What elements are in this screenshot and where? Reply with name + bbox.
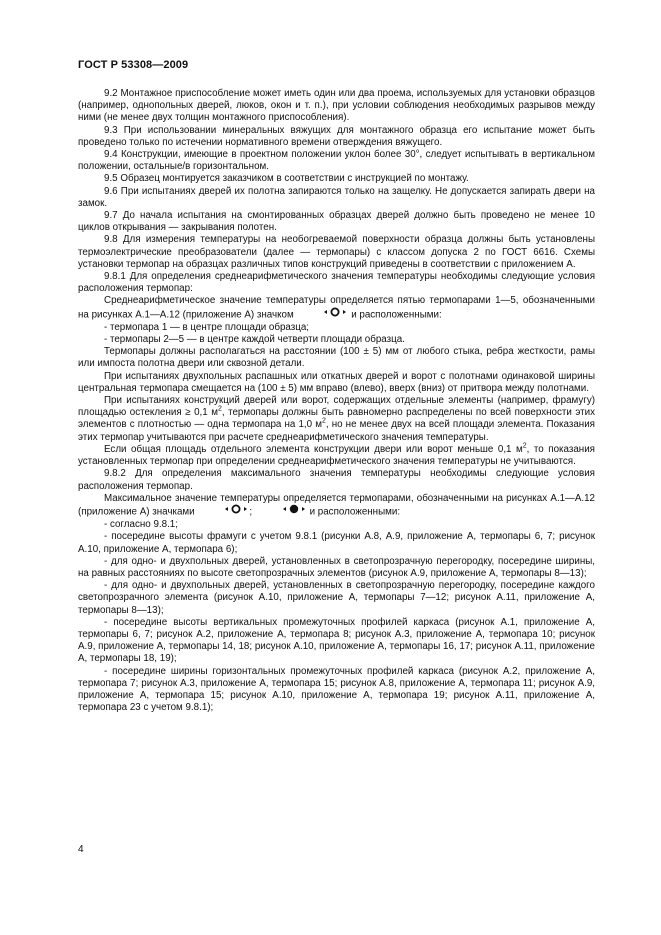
small-area-text-a: Если общая площадь отдельного элемента конструкции двери или ворот меньше 0,1 м	[104, 443, 523, 455]
avg-definition-text: Среднеарифметическое значение температуры определяется пятью термопарами 1—5, обозначенными на рисунках А.1—А.12 (приложение А) значком	[78, 295, 595, 321]
avg-item-1: - термопара 1 — в центре площади образца;	[104, 321, 310, 333]
paragraph-9-2: 9.2 Монтажное приспособление может иметь один или два проема, используемых для установки образцов (например, однопольных дверей, люков, окон и т. п.), при условии соблюдения необходимых разрывов между ними (не менее двух толщин монтажного приспособления).	[78, 88, 595, 124]
avg-paragraph-double-doors: При испытаниях двухпольных распашных или откатных дверей и ворот с полотнами одинаковой ширины центральная термопара смещается на (100 ± 5) мм вправо (влево), вверх (вниз) от притвора между полотнами.	[78, 370, 595, 394]
symbol-separator: ;	[249, 506, 253, 518]
superscript-2c: 2	[522, 442, 527, 450]
avg-paragraph-glazing	[78, 395, 595, 444]
small-area-text-b: , то показания установленных термопар при определении среднеарифметического значения температуры не учитываются.	[78, 443, 595, 468]
avg-paragraph-small-area	[78, 444, 595, 468]
superscript-2b: 2	[321, 418, 326, 426]
page-number: 4	[78, 844, 84, 855]
max-item-5: - посередине высоты вертикальных промежуточных профилей каркаса (рисунок А.1, приложение А, термопары 6, 7; рисунок А.2, приложение А, термопара 8; рисунок А.3, приложение А, термопара 10; рисунок А.9, приложение А, термопары 14, 18; рисунок А.10, приложение А, термопары 16, 17; рисунок А.11, приложение А, термопары 18, 19);	[78, 616, 595, 665]
filled-circle-thermocouple-icon	[256, 504, 306, 518]
open-circle-thermocouple-icon	[297, 307, 347, 321]
max-definition	[78, 493, 595, 519]
paragraph-9-8-2: 9.8.2 Для определения максимального значения температуры необходимы следующие условия расположения термопар.	[78, 468, 595, 492]
open-circle-thermocouple-icon	[198, 504, 248, 518]
avg-definition-tail: и расположенными:	[351, 309, 442, 321]
glazing-text-a: При испытаниях конструкций дверей или ворот, содержащих отдельные элементы (например, фрамугу) площадью остекления ≥ 0,1 м	[78, 395, 595, 419]
paragraph-9-8-1: 9.8.1 Для определения среднеарифметического значения температуры необходимы следующие условия расположения термопар:	[78, 271, 595, 295]
avg-definition	[78, 295, 595, 321]
max-item-1: - согласно 9.8.1;	[104, 519, 178, 531]
glazing-text-b: , термопары должны быть равномерно распределены по всей поверхности этих элементов с плотностью — одна термопара на 1,0 м	[78, 407, 595, 431]
standard-header: ГОСТ Р 53308—2009	[78, 59, 189, 71]
paragraph-9-4: 9.4 Конструкции, имеющие в проектном положении уклон более 30°, следует испытывать в вертикальном положении, остальные/в горизонтальном.	[78, 149, 595, 173]
max-definition-tail: и расположенными:	[309, 506, 401, 518]
paragraph-9-5: 9.5 Образец монтируется заказчиком в соответствии с инструкцией по монтажу.	[104, 173, 469, 185]
max-definition-text: Максимальное значение температуры определяется термопарами, обозначенными на рисунках А.1—А.12 (приложение А) значками	[78, 492, 595, 518]
paragraph-9-6: 9.6 При испытаниях дверей их полотна запираются только на защелку. Не допускается запирать двери на замок.	[78, 185, 595, 209]
paragraph-9-3: 9.3 При использовании минеральных вяжущих для монтажного образца его испытание может быть проведено только по истечении нормативного времени отверждения вяжущего.	[78, 124, 595, 148]
document-body	[78, 88, 595, 714]
avg-paragraph-distance: Термопары должны располагаться на расстоянии (100 ± 5) мм от любого стыка, ребра жесткости, рамы или импоста полотна двери или сквозной детали.	[78, 346, 595, 370]
paragraph-9-7: 9.7 До начала испытания на смонтированных образцах дверей должно быть проведено не менее 10 циклов открывания — закрывания полотен.	[78, 210, 595, 234]
paragraph-9-8: 9.8 Для измерения температуры на необогреваемой поверхности образца должны быть установлены термоэлектрические преобразователи (далее — термопары) с классом допуска 2 по ГОСТ 6616. Схемы установки термопар на образцах различных типов конструкций приведены в соответствии с приложением А.	[78, 234, 595, 270]
max-item-6: - посередине ширины горизонтальных промежуточных профилей каркаса (рисунок А.2, приложение А, термопара 7; рисунок А.3, приложение А, термопара 15; рисунок А.8, приложение А, термопара 11; рисунок А.9, приложение А, термопара 15; рисунок А.10, приложение А, термопара 19; рисунок А.11, приложение А, термопара 23 с учетом 9.8.1);	[78, 665, 595, 714]
max-item-4: - для одно- и двухпольных дверей, установленных в светопрозрачную перегородку, посередине каждого светопрозрачного элемента (рисунок А.10, приложение А, термопары 7—12; рисунок А.11, приложение А, термопары 8—13);	[78, 580, 595, 616]
max-item-3: - для одно- и двухпольных дверей, установленных в светопрозрачную перегородку, посередине ширины, на равных расстояниях по высоте светопрозрачных элементов (рисунок А.9, приложение А, термопары 8—13);	[78, 555, 595, 579]
glazing-text-c: , но не менее двух на всей площади элемента. Показания этих термопар учитываются при расчете среднеарифметического значения температуры.	[78, 419, 595, 443]
avg-item-2: - термопары 2—5 — в центре каждой четверти площади образца.	[104, 334, 405, 346]
max-item-2: - посередине высоты фрамуги с учетом 9.8.1 (рисунки А.8, А.9, приложение А, термопары 6, 7; рисунок А.10, приложение А, термопара 6);	[78, 531, 595, 555]
superscript-2a: 2	[217, 406, 222, 414]
